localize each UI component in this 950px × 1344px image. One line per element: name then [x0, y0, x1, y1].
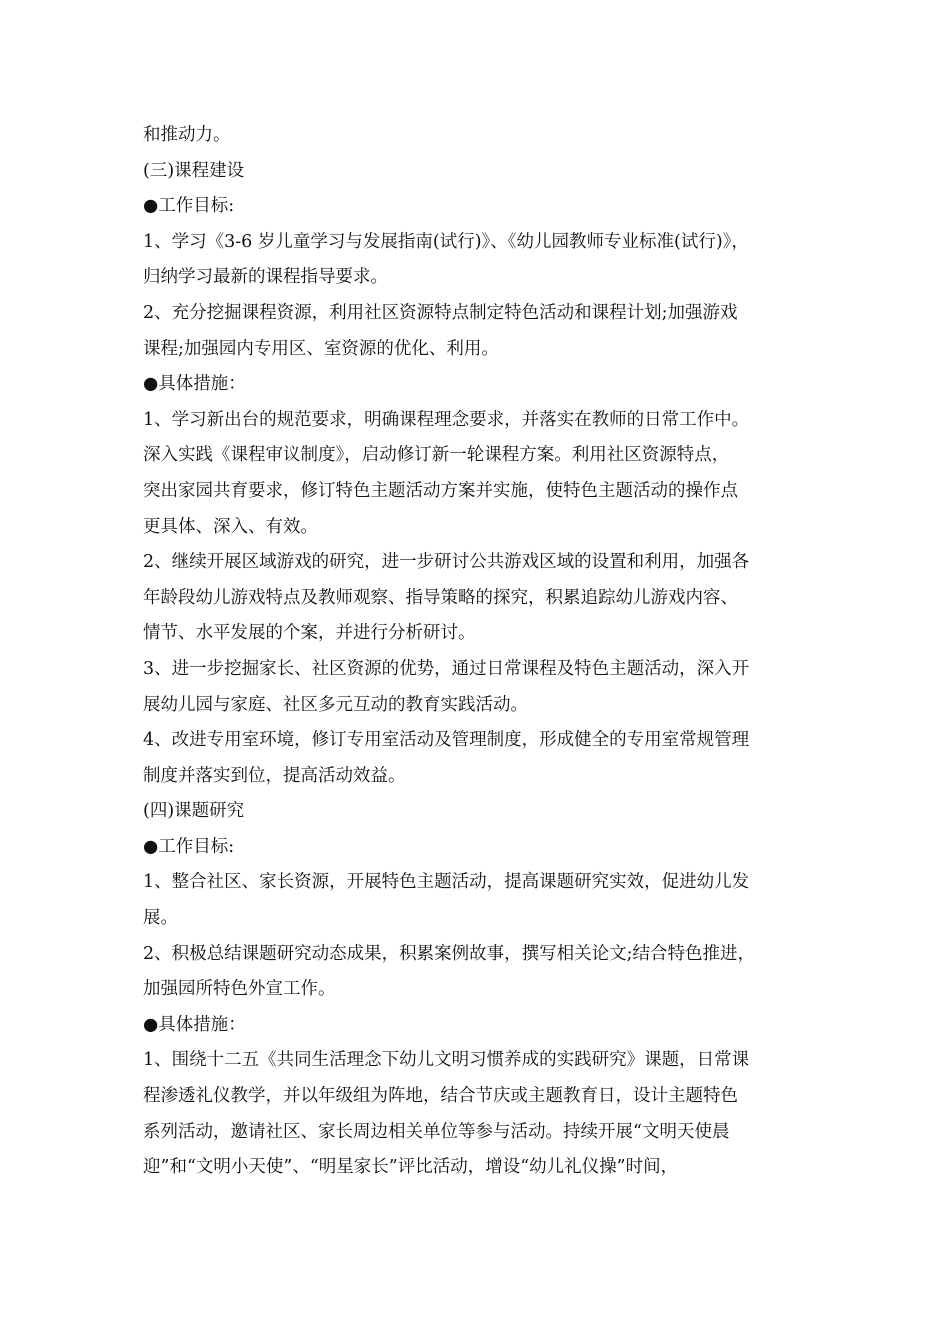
text-line: 2、充分挖掘课程资源，利用社区资源特点制定特色活动和课程计划;加强游戏: [143, 302, 738, 323]
text-line: 突出家园共育要求，修订特色主题活动方案并实施，使特色主题活动的操作点: [143, 480, 738, 501]
document-body: [143, 118, 823, 1186]
text-line: 迎”和“文明小天使”、“明星家长”评比活动，增设“幼儿礼仪操”时间，: [143, 1157, 679, 1178]
text-line: 归纳学习最新的课程指导要求。: [143, 267, 388, 288]
text-line: 展幼儿园与家庭、社区多元互动的教育实践活动。: [143, 694, 528, 715]
text-line: 和推动力。: [143, 125, 231, 145]
bullet-heading: ●工作目标:: [143, 836, 235, 857]
text-line: 深入实践《课程审议制度》，启动修订新一轮课程方案。利用社区资源特点，: [143, 445, 730, 466]
text-line: 1、整合社区、家长资源，开展特色主题活动，提高课题研究实效，促进幼儿发: [143, 872, 750, 893]
text-line: 系列活动，邀请社区、家长周边相关单位等参与活动。持续开展“文明天使晨: [143, 1121, 730, 1142]
section-heading: (三)课程建设: [143, 160, 245, 181]
bullet-heading: ●具体措施：: [143, 1014, 246, 1035]
text-line: 制度并落实到位，提高活动效益。: [143, 765, 406, 786]
text-line: 加强园所特色外宣工作。: [143, 979, 336, 1000]
text-line: 展。: [143, 908, 178, 929]
text-line: 1、学习新出台的规范要求，明确课程理念要求，并落实在教师的日常工作中。: [143, 409, 750, 430]
text-line: 3、进一步挖掘家长、社区资源的优势，通过日常课程及特色主题活动，深入开: [143, 658, 750, 679]
bullet-heading: ●具体措施：: [143, 374, 246, 395]
section-heading: (四)课题研究: [143, 801, 245, 822]
text-line: 情节、水平发展的个案，并进行分析研讨。: [143, 623, 476, 644]
text-line: 课程;加强园内专用区、室资源的优化、利用。: [143, 338, 499, 359]
text-line: 1、围绕十二五《共同生活理念下幼儿文明习惯养成的实践研究》课题，日常课: [143, 1050, 750, 1071]
text-line: 年龄段幼儿游戏特点及教师观察、指导策略的探究，积累追踪幼儿游戏内容、: [143, 587, 738, 608]
bullet-heading: ●工作目标:: [143, 196, 235, 217]
text-line: 2、积极总结课题研究动态成果，积累案例故事，撰写相关论文;结合特色推进，: [143, 943, 756, 964]
text-line: 1、学习《3-6 岁儿童学习与发展指南(试行)》、《幼儿园教师专业标准(试行)》，: [143, 231, 749, 252]
text-line: 2、继续开展区域游戏的研究，进一步研讨公共游戏区域的设置和利用，加强各: [143, 552, 750, 573]
text-line: 4、改进专用室环境，修订专用室活动及管理制度，形成健全的专用室常规管理: [143, 730, 750, 751]
text-line: 程渗透礼仪教学，并以年级组为阵地，结合节庆或主题教育日，设计主题特色: [143, 1086, 738, 1107]
text-line: 更具体、深入、有效。: [143, 516, 318, 537]
